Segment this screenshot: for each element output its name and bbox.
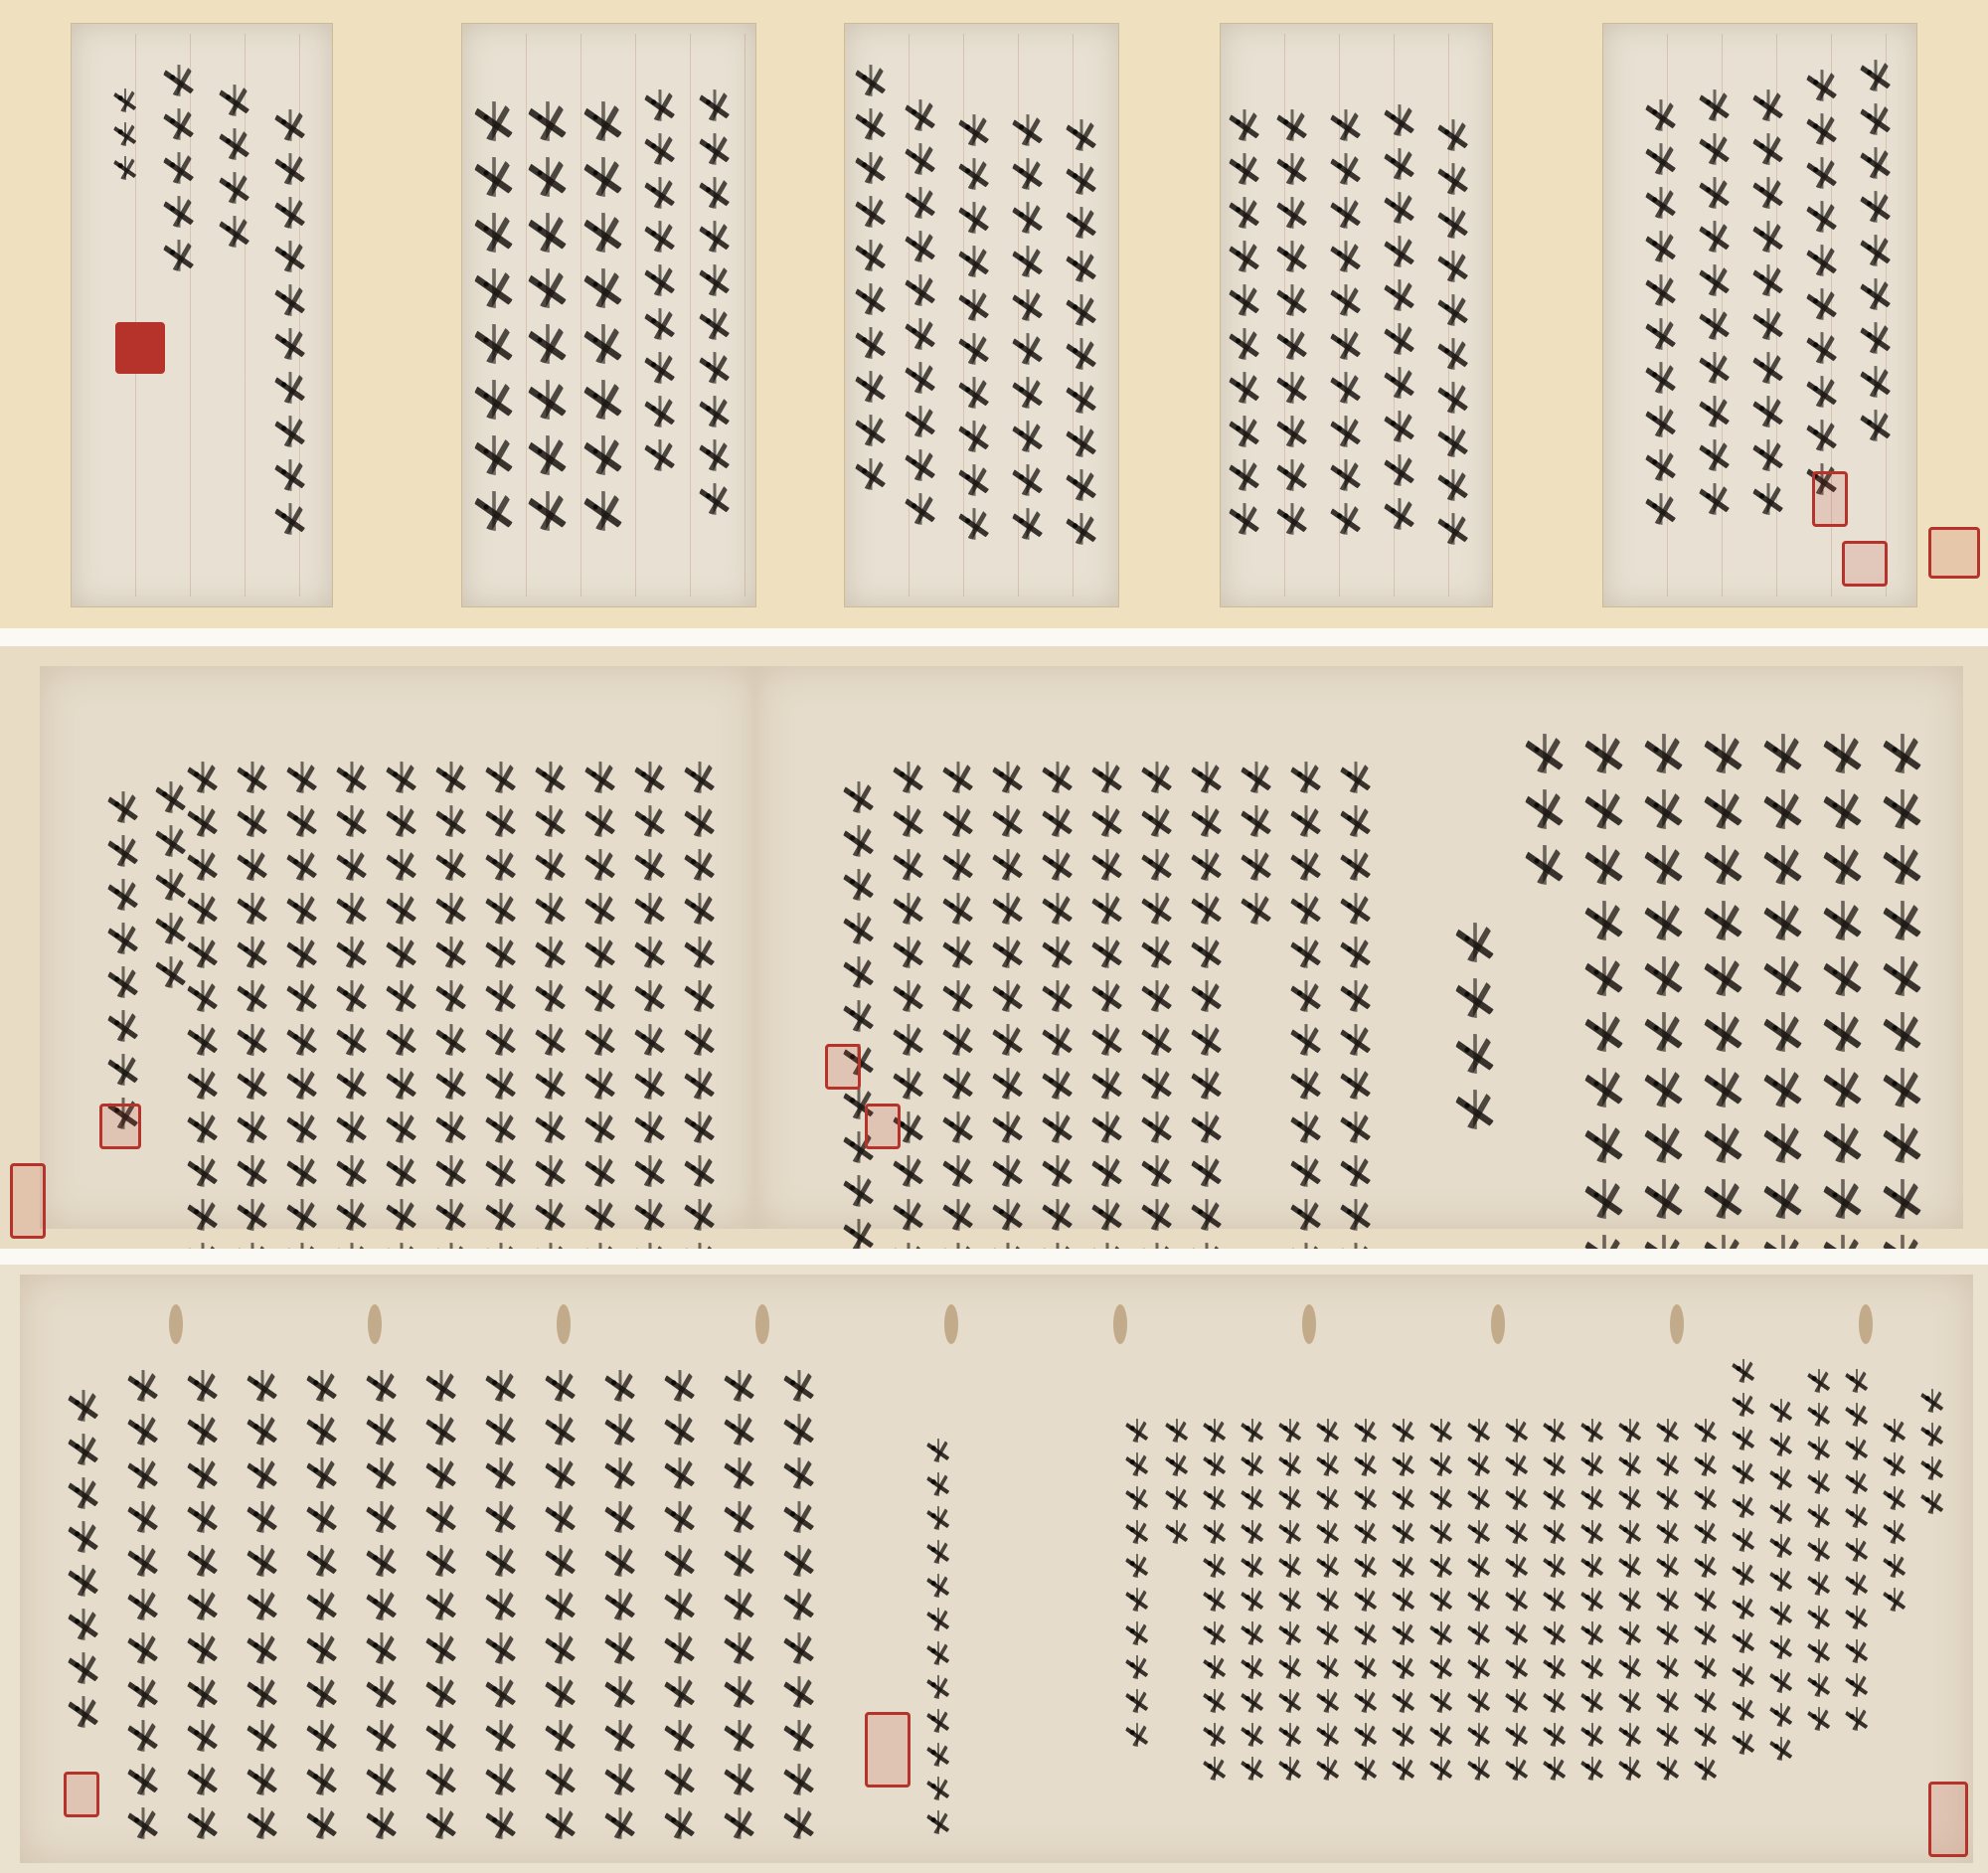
paper-stain [1302, 1304, 1316, 1344]
calligraphy-column [1691, 84, 1739, 521]
album-leaf-3 [845, 24, 1118, 606]
paper-stain [1491, 1304, 1505, 1344]
red-seal [1842, 541, 1888, 587]
calligraphy-column [417, 1364, 465, 1845]
calligraphy-column [1852, 54, 1900, 447]
calligraphy-column [691, 84, 739, 521]
paper-stain [1670, 1304, 1684, 1344]
calligraphy-column [378, 756, 425, 1249]
calligraphy-column [847, 59, 895, 496]
calligraphy-column [1183, 756, 1231, 1249]
red-seal [1928, 527, 1980, 579]
calligraphy-column [119, 1364, 167, 1845]
red-seal [865, 1712, 911, 1788]
calligraphy-column [60, 1384, 107, 1734]
calligraphy-column [527, 756, 575, 1249]
calligraphy-column [1233, 756, 1280, 931]
calligraphy-column [537, 1364, 584, 1845]
calligraphy-column [328, 756, 376, 1249]
calligraphy-column [897, 93, 944, 531]
calligraphy-column [656, 1364, 704, 1845]
calligraphy-column [636, 84, 684, 477]
calligraphy-column [914, 1434, 962, 1839]
paper-stain [755, 1304, 769, 1344]
long-colophon-row [0, 1265, 1988, 1873]
red-seal [99, 1104, 141, 1149]
album-leaf-1 [72, 24, 332, 606]
calligraphy-column [524, 93, 572, 539]
paper-stain [1113, 1304, 1127, 1344]
calligraphy-column [1376, 98, 1423, 536]
red-seal [64, 1772, 99, 1817]
calligraphy-column [1083, 756, 1131, 1249]
calligraphy-column [984, 756, 1032, 1249]
album-leaf-5 [1603, 24, 1916, 606]
colophon-row [0, 646, 1988, 1249]
calligraphy-column [1058, 113, 1105, 551]
calligraphy-column [596, 1364, 644, 1845]
calligraphy-column [885, 756, 932, 1249]
calligraphy-column [1282, 756, 1330, 1249]
calligraphy-column [147, 775, 195, 994]
album-leaf-4 [1221, 24, 1492, 606]
calligraphy-column [358, 1364, 406, 1845]
calligraphy-column [1332, 756, 1380, 1249]
calligraphy-column [1580, 726, 1628, 1249]
calligraphy-column [577, 756, 624, 1249]
calligraphy-column [179, 1364, 227, 1845]
red-seal [1928, 1782, 1968, 1857]
paper-stain [1859, 1304, 1873, 1344]
calligraphy-column [1744, 84, 1792, 521]
calligraphy-column [1879, 726, 1926, 1249]
calligraphy-column [1221, 103, 1268, 541]
red-seal [115, 322, 165, 374]
calligraphy-column [229, 756, 276, 1249]
paper-stain [169, 1304, 183, 1344]
colophon-left [40, 666, 755, 1229]
calligraphy-column [427, 756, 475, 1249]
album-leaf-2 [462, 24, 755, 606]
calligraphy-column [1637, 93, 1685, 531]
album-leaves-row [0, 0, 1988, 628]
calligraphy-column [1640, 726, 1688, 1249]
calligraphy-column [835, 775, 883, 1249]
calligraphy-column [477, 756, 525, 1249]
paper-stain [557, 1304, 571, 1344]
calligraphy-column [477, 1364, 525, 1845]
calligraphy-column [211, 79, 258, 254]
divider [0, 628, 1988, 646]
calligraphy-column [934, 756, 982, 1249]
calligraphy-column [1034, 756, 1081, 1249]
calligraphy-column [626, 756, 674, 1249]
calligraphy-column [1004, 108, 1052, 546]
calligraphy-column [676, 756, 724, 1249]
calligraphy-column [1113, 1414, 1161, 1752]
calligraphy-column [266, 103, 314, 541]
calligraphy-column [1700, 726, 1747, 1249]
calligraphy-column [1133, 756, 1181, 1249]
calligraphy-column [470, 93, 518, 539]
paper-stain [368, 1304, 382, 1344]
calligraphy-column [239, 1364, 286, 1845]
calligraphy-column [775, 1364, 823, 1845]
red-seal [865, 1104, 901, 1149]
paper-stain [944, 1304, 958, 1344]
calligraphy-column [1268, 103, 1316, 541]
red-seal [10, 1163, 46, 1239]
long-colophon [20, 1275, 1973, 1863]
calligraphy-column [1322, 103, 1370, 541]
calligraphy-column [1759, 726, 1807, 1249]
calligraphy-column [1521, 726, 1569, 893]
divider [0, 1249, 1988, 1265]
red-seal [825, 1044, 861, 1090]
calligraphy-column [1451, 915, 1499, 1137]
calligraphy-column [716, 1364, 763, 1845]
calligraphy-column [278, 756, 326, 1249]
red-seal [1812, 471, 1848, 527]
calligraphy-column [101, 84, 149, 185]
calligraphy-column [580, 93, 627, 539]
colophon-right [755, 666, 1963, 1229]
calligraphy-column [1819, 726, 1867, 1249]
calligraphy-column [1429, 113, 1477, 551]
calligraphy-column [99, 785, 147, 1135]
calligraphy-column [155, 59, 203, 277]
calligraphy-column [298, 1364, 346, 1845]
calligraphy-column [950, 108, 998, 546]
calligraphy-column [1798, 64, 1846, 501]
